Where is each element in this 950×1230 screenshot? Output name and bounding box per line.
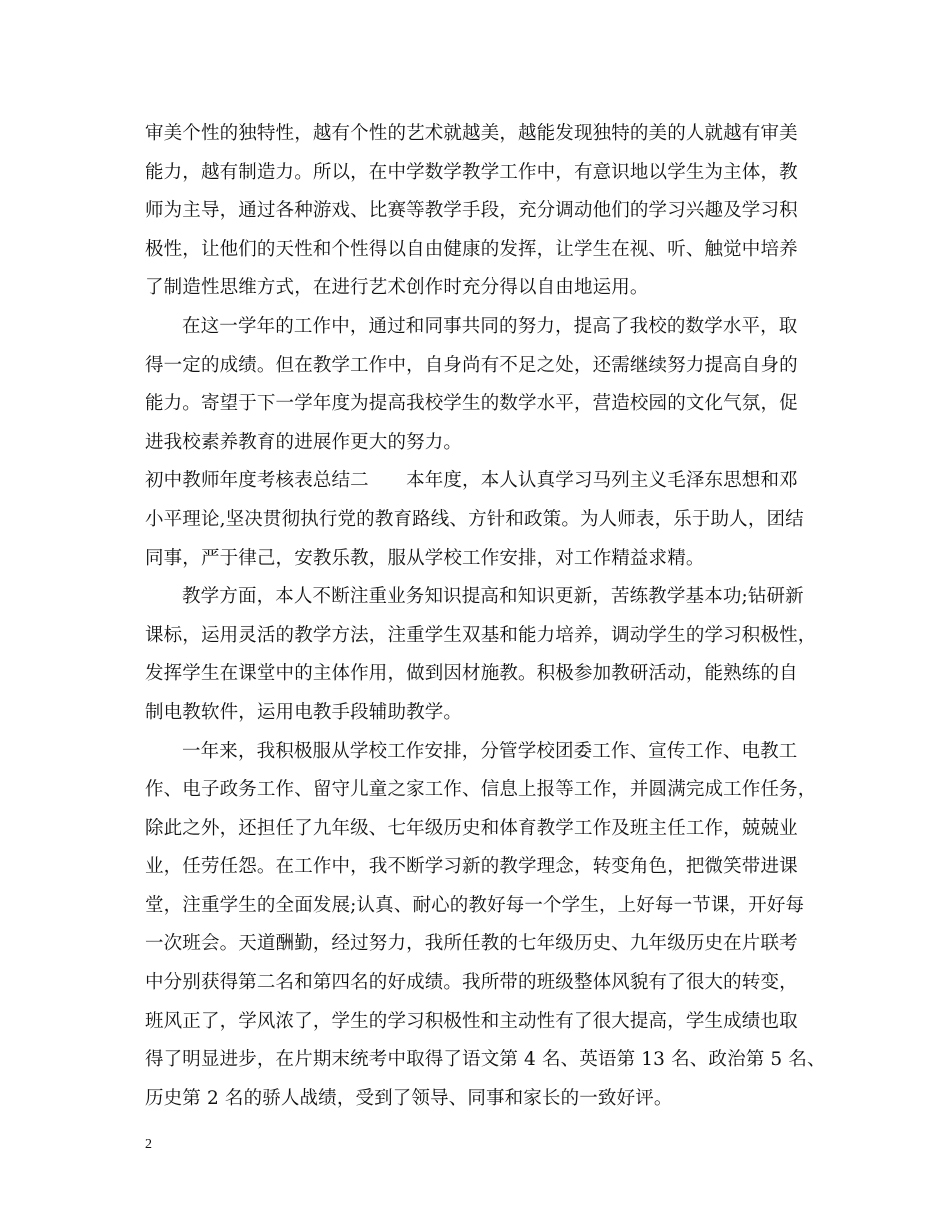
- text-line: 得一定的成绩。但在教学工作中，自身尚有不足之处，还需继续努力提高自身的: [145, 354, 798, 376]
- text-line: 进我校素养教育的进展作更大的努力。: [145, 431, 463, 453]
- section-heading-line: 初中教师年度考核表总结二 本年度，本人认真学习马列主义毛泽东思想和邓: [145, 470, 798, 492]
- text-line: 同事，严于律己，安教乐教，服从学校工作安排，对工作精益求精。: [145, 547, 705, 569]
- text-line: 中分别获得第二名和第四名的好成绩。我所带的班级整体风貌有了很大的转变，: [145, 972, 798, 994]
- text-line: 了制造性思维方式，在进行艺术创作时充分得以自由地运用。: [145, 277, 649, 299]
- text-line: 制电教软件，运用电教手段辅助教学。: [145, 701, 463, 723]
- text-line: 一次班会。天道酬勤，经过努力，我所任教的七年级历史、九年级历史在片联考: [145, 933, 798, 955]
- text-line: 班风正了，学风浓了，学生的学习积极性和主动性有了很大提高，学生成绩也取: [145, 1010, 798, 1032]
- text-line: 除此之外，还担任了九年级、七年级历史和体育教学工作及班主任工作，兢兢业: [145, 817, 798, 839]
- paragraph-first-line: 在这一学年的工作中，通过和同事共同的努力，提高了我校的数学水平，取: [182, 315, 798, 337]
- text-line: 历史第 2 名的骄人战绩，受到了领导、同事和家长的一致好评。: [145, 1087, 673, 1109]
- text-line: 课标，运用灵活的教学方法，注重学生双基和能力培养，调动学生的学习积极性，: [145, 624, 817, 646]
- text-line: 作、电子政务工作、留守儿童之家工作、信息上报等工作，并圆满完成工作任务，: [145, 779, 817, 801]
- text-line: 能力，越有制造力。所以，在中学数学教学工作中，有意识地以学生为主体，教: [145, 161, 798, 183]
- text-line: 师为主导，通过各种游戏、比赛等教学手段，充分调动他们的学习兴趣及学习积: [145, 200, 798, 222]
- text-line: 审美个性的独特性，越有个性的艺术就越美，越能发现独特的美的人就越有审美: [145, 123, 798, 144]
- paragraph-first-line: 教学方面，本人不断注重业务知识提高和知识更新，苦练教学基本功;钻研新: [182, 586, 804, 608]
- document-body: [145, 115, 826, 1118]
- text-line: 发挥学生在课堂中的主体作用，做到因材施教。积极参加教研活动，能熟练的自: [145, 663, 798, 685]
- text-line: 业，任劳任怨。在工作中，我不断学习新的教学理念，转变角色，把微笑带进课: [145, 856, 798, 878]
- text-line: 能力。寄望于下一学年度为提高我校学生的数学水平，营造校园的文化气氛，促: [145, 393, 798, 415]
- page-number: 2: [145, 1137, 152, 1152]
- paragraph-first-line: 一年来，我积极服从学校工作安排，分管学校团委工作、宣传工作、电教工: [182, 740, 798, 762]
- text-line: 堂，注重学生的全面发展;认真、耐心的教好每一个学生，上好每一节课，开好每: [145, 894, 805, 916]
- text-line: 极性，让他们的天性和个性得以自由健康的发挥，让学生在视、听、触觉中培养: [145, 238, 798, 260]
- text-line: 得了明显进步，在片期末统考中取得了语文第 4 名、英语第 13 名、政治第 5 名、: [145, 1049, 826, 1071]
- text-line: 小平理论,坚决贯彻执行党的教育路线、方针和政策。为人师表，乐于助人，团结: [145, 508, 804, 530]
